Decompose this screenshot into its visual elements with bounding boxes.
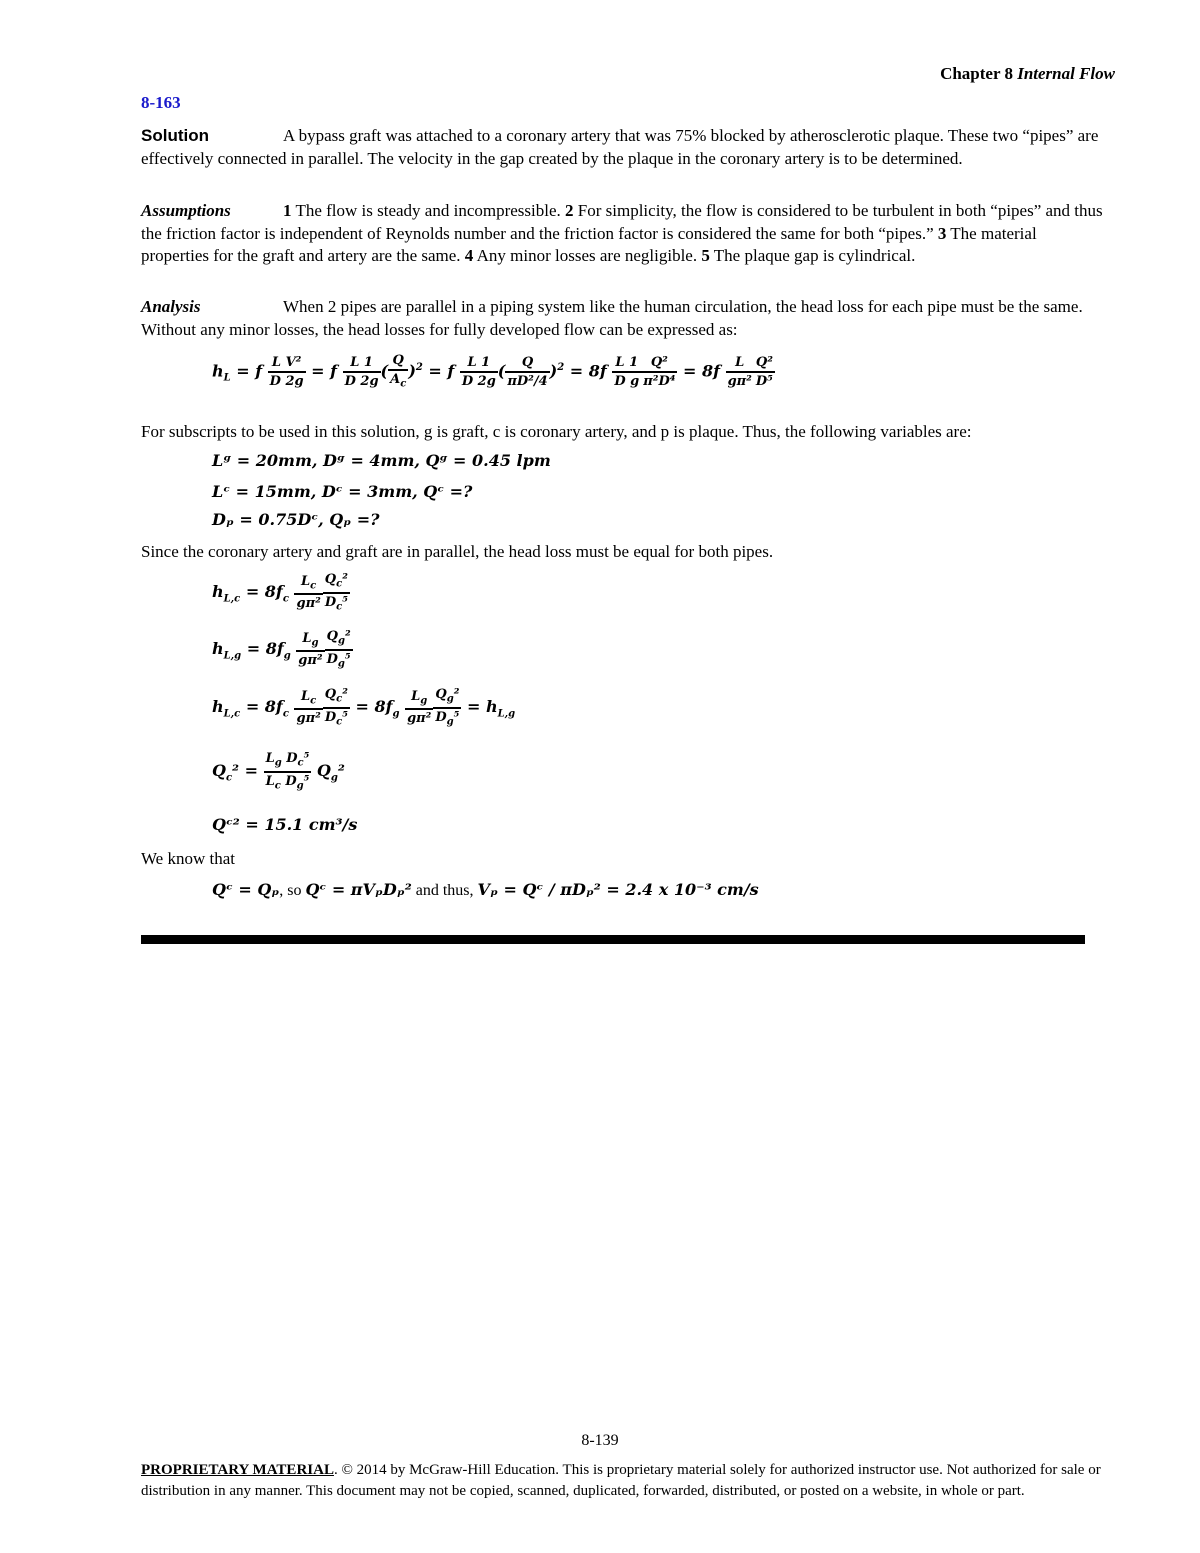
so-text: , so (279, 882, 306, 899)
assumption-number: 5 (701, 246, 710, 265)
assumption-text: The material properties for the graft and artery are the same. (141, 223, 1037, 265)
final-velocity-line (212, 880, 759, 900)
and-thus-text: and thus, (411, 882, 478, 899)
assumption-text: The flow is steady and incompressible. (291, 201, 566, 220)
problem-number: 8-163 (141, 93, 181, 112)
head-loss-equality-equation: $h_{L,c} = 8f_c$ $\frac{L_c}{\text{gπ²}}$ $\frac{Q_c^2}{D_c^5}$ = $8f_g$ $\frac{L_g}{\text{gπ²}}$ $\frac{Q_g^2}{D_g^5}$ = $h_{L,g}$ (212, 687, 516, 728)
solution-text: A bypass graft was attached to a coronary artery that was 75% blocked by atherosclerotic plaque. These two “pipes” are effectively connected in parallel. The velocity in the gap created by the plaque in the coronary artery is to be determined. (141, 126, 1099, 168)
assumption-number: 3 (937, 223, 947, 243)
head-loss-graft-equation: $h_{L,g} = 8f_g$ $\frac{L_g}{\text{gπ²}}$ $\frac{Q_g^2}{D_g^5}$ (212, 629, 351, 670)
assumption-text: Any minor losses are negligible. (473, 246, 702, 265)
qc-squared-ratio-equation: $Q_c^2$ = $\frac{L_g D_c^5}{L_c D_g^5}$ $Q_g^2$ (212, 751, 345, 792)
footer-notice (141, 1460, 1111, 1502)
solution-paragraph (141, 125, 1106, 170)
velocity-result-equation: Vₚ = Qᶜ / πDₚ² = 2.4 x 10⁻³ cm/s (477, 880, 759, 899)
analysis-label: Analysis (141, 297, 201, 316)
graft-variables: Lᵍ = 20mm, Dᵍ = 4mm, Qᵍ = 0.45 lpm (212, 451, 551, 470)
analysis-paragraph (141, 296, 1106, 341)
solution-label: Solution (141, 126, 209, 145)
assumption-number: 2 (565, 201, 574, 220)
continuity-equation: Qᶜ = Qₚ (212, 880, 280, 899)
chapter-header (940, 64, 1115, 84)
head-loss-equation: $h_L = f$ $\frac{\text{L V²}}{D 2g}$ = f $\frac{L 1}{D 2g}$ ( $\frac{Q}{A_c}$ )$^2$ = f $\frac{L 1}{D 2g}$ ( $\frac{Q}{\text{πD²/4}}$ )$^2$ = 8f $\frac{L 1}{\text{D g}}$ $\frac{\text{Q²}}{\text{π²D⁴}}$ = 8f $\frac{L}{\text{gπ²}}$ $\frac{\text{Q²}}{\text{D⁵}}$ (212, 353, 773, 390)
assumption-text: The plaque gap is cylindrical. (709, 246, 916, 265)
proprietary-label: PROPRIETARY MATERIAL (141, 1462, 334, 1478)
page-number: 8-139 (581, 1432, 619, 1449)
parallel-paragraph: Since the coronary artery and graft are in parallel, the head loss must be equal for both pipes. (141, 542, 774, 561)
footer-text: . © 2014 by McGraw-Hill Education. This is proprietary material solely for authorized instructor use. Not authorized for sale or distribution in any manner. This document may not be copied, scanned, duplicated, forwarded, distributed, or posted on a website, in whole or part. (141, 1462, 1101, 1499)
chapter-title: Internal Flow (1017, 64, 1115, 83)
chapter-label: Chapter 8 (940, 64, 1013, 83)
assumption-text: For simplicity, the flow is considered to be turbulent in both “pipes” and thus the friction factor is independent of Reynolds number and the friction factor is considered the same for both “pipes.” (141, 201, 1103, 243)
qc-result-equation: Qᶜ² = 15.1 cm³/s (212, 815, 358, 834)
assumption-number: 1 (283, 201, 292, 220)
flow-rate-equation: Qᶜ = πVₚDₚ² (305, 880, 412, 899)
plaque-variables: Dₚ = 0.75Dᶜ, Qₚ =? (212, 510, 380, 529)
assumption-number: 4 (464, 246, 474, 265)
subscripts-paragraph: For subscripts to be used in this solution, g is graft, c is coronary artery, and p is plaque. Thus, the following variables are: (141, 422, 972, 441)
section-divider (141, 935, 1085, 944)
coronary-variables: Lᶜ = 15mm, Dᶜ = 3mm, Qᶜ =? (212, 482, 473, 501)
analysis-text: When 2 pipes are parallel in a piping system like the human circulation, the head loss for each pipe must be the same. Without any minor losses, the head losses for fully developed flow can be expressed as: (141, 297, 1083, 339)
head-loss-coronary-equation: $h_{L,c} = 8f_c$ $\frac{L_c}{\text{gπ²}}$ $\frac{Q_c^2}{D_c^5}$ (212, 572, 348, 613)
we-know-paragraph: We know that (141, 849, 235, 868)
assumptions-label: Assumptions (141, 201, 231, 220)
assumptions-paragraph (141, 200, 1106, 268)
